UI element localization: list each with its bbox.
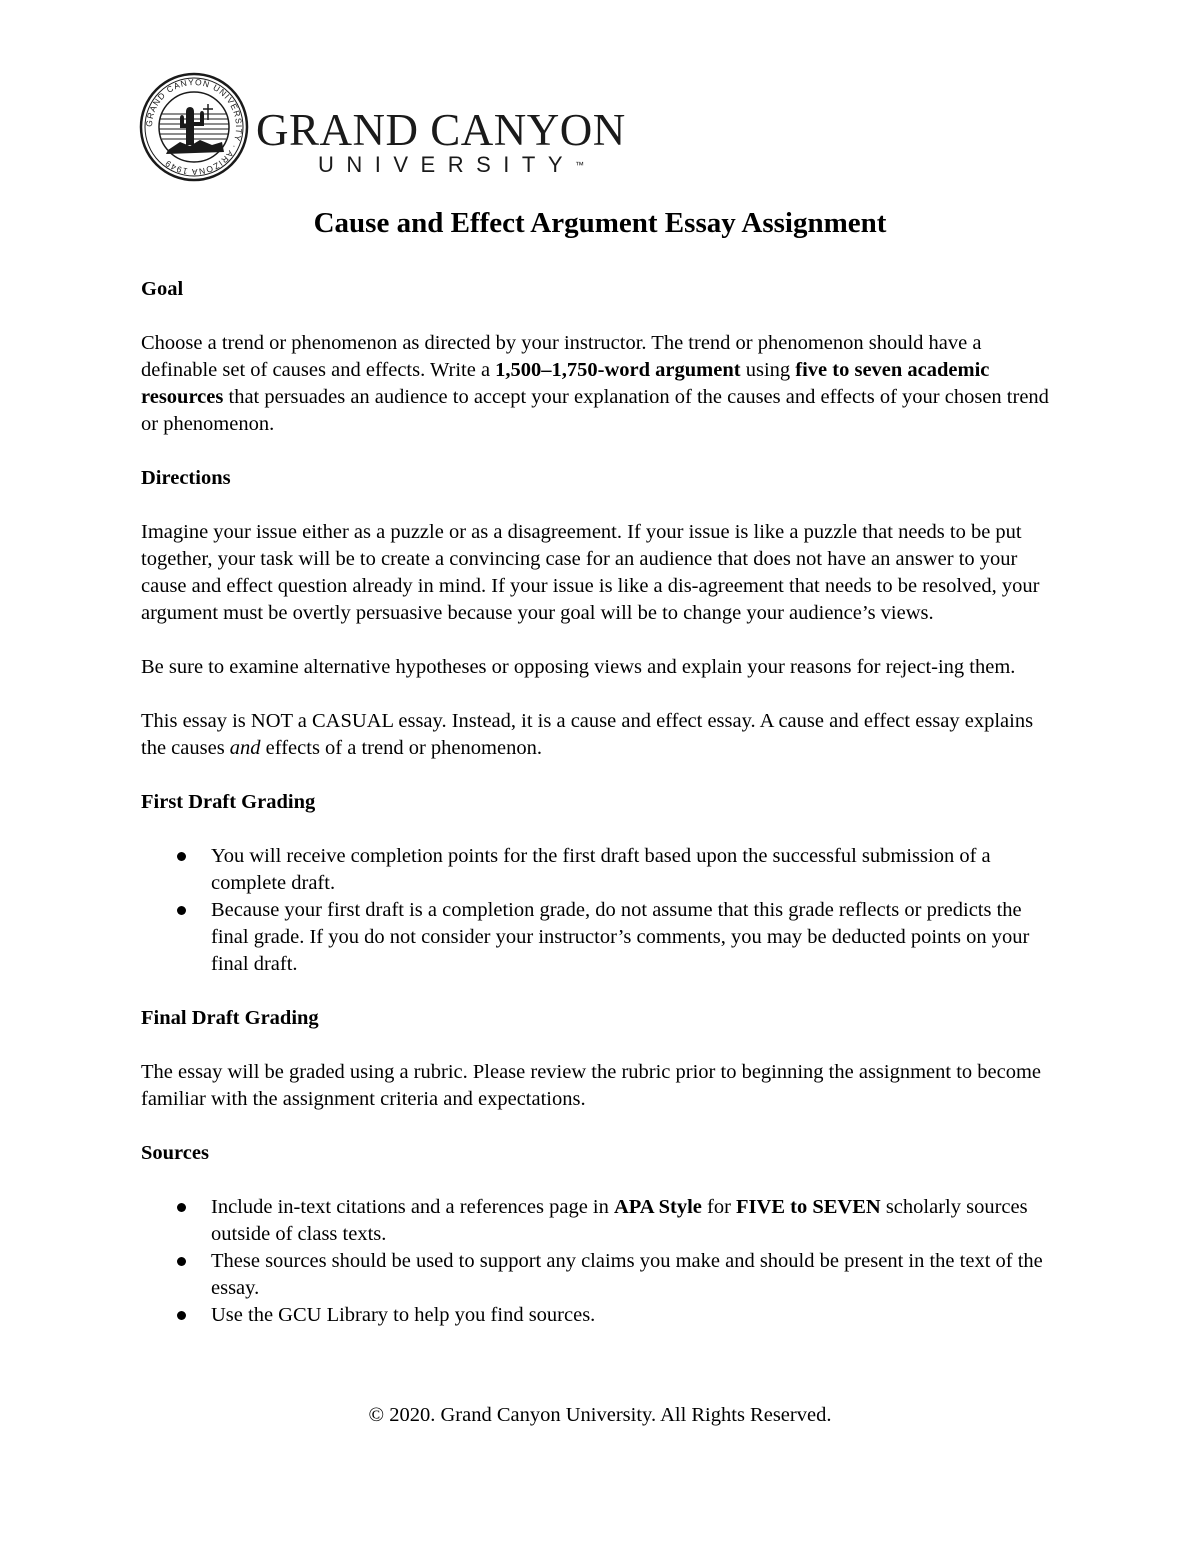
university-seal-icon xyxy=(138,72,250,182)
sources-heading: Sources xyxy=(141,1142,209,1164)
goal-heading: Goal xyxy=(141,278,184,300)
first-draft-heading: First Draft Grading xyxy=(141,791,316,813)
list-item: Include in-text citations and a references page in APA Style for FIVE to SEVEN scholarly sources outside of class texts. xyxy=(141,1194,1061,1248)
final-draft-paragraph: The essay will be graded using a rubric. Please review the rubric prior to beginning the assignment to become familiar with the assignment criteria and expectations. xyxy=(141,1061,1042,1110)
list-item: You will receive completion points for the first draft based upon the successful submission of a complete draft. xyxy=(141,843,1061,897)
list-item: Use the GCU Library to help you find sources. xyxy=(141,1302,1061,1329)
document-title: Cause and Effect Argument Essay Assignment xyxy=(313,207,887,239)
university-wordmark xyxy=(256,105,626,177)
directions-paragraph-3: This essay is NOT a CASUAL essay. Instead, it is a cause and effect essay. A cause and effect essay explains the causes and effects of a trend or phenomenon. xyxy=(141,710,1034,759)
seal-text: GRAND CANYON UNIVERSITY · ARIZONA 1949 xyxy=(143,76,245,178)
directions-heading: Directions xyxy=(141,467,231,489)
copyright-footer: © 2020. Grand Canyon University. All Rights Reserved. xyxy=(368,1404,832,1426)
trademark-symbol: ™ xyxy=(575,160,585,170)
final-draft-heading: Final Draft Grading xyxy=(141,1007,319,1029)
sources-list xyxy=(141,1194,1061,1329)
directions-paragraph-1: Imagine your issue either as a puzzle or as a disagreement. If your issue is like a puzzle that needs to be put together, your task will be to create a convincing case for an audience that does not have an answer to your cause and effect question already in mind. If your issue is like a dis-agreement that needs to be resolved, your argument must be overtly persuasive because your goal will be to change your audience’s views. xyxy=(141,521,1040,624)
goal-paragraph: Choose a trend or phenomenon as directed by your instructor. The trend or phenomenon should have a definable set of causes and effects. Write a 1,500–1,750-word argument using five to seven academic resources that persuades an audience to accept your explanation of the causes and effects of your chosen trend or phenomenon. xyxy=(141,332,1049,435)
wordmark-grand-canyon: GRAND CANYON xyxy=(256,105,626,155)
directions-paragraph-2: Be sure to examine alternative hypotheses or opposing views and explain your reasons for reject-ing them. xyxy=(141,656,1016,678)
wordmark-university: UNIVERSITY™ xyxy=(318,152,585,177)
first-draft-list xyxy=(141,843,1061,978)
list-item: Because your first draft is a completion grade, do not assume that this grade reflects or predicts the final grade. If you do not consider your instructor’s comments, you may be deducted points on your final draft. xyxy=(141,897,1061,978)
list-item: These sources should be used to support any claims you make and should be present in the text of the essay. xyxy=(141,1248,1061,1302)
university-logo xyxy=(138,72,638,182)
document-body xyxy=(141,276,1061,1356)
